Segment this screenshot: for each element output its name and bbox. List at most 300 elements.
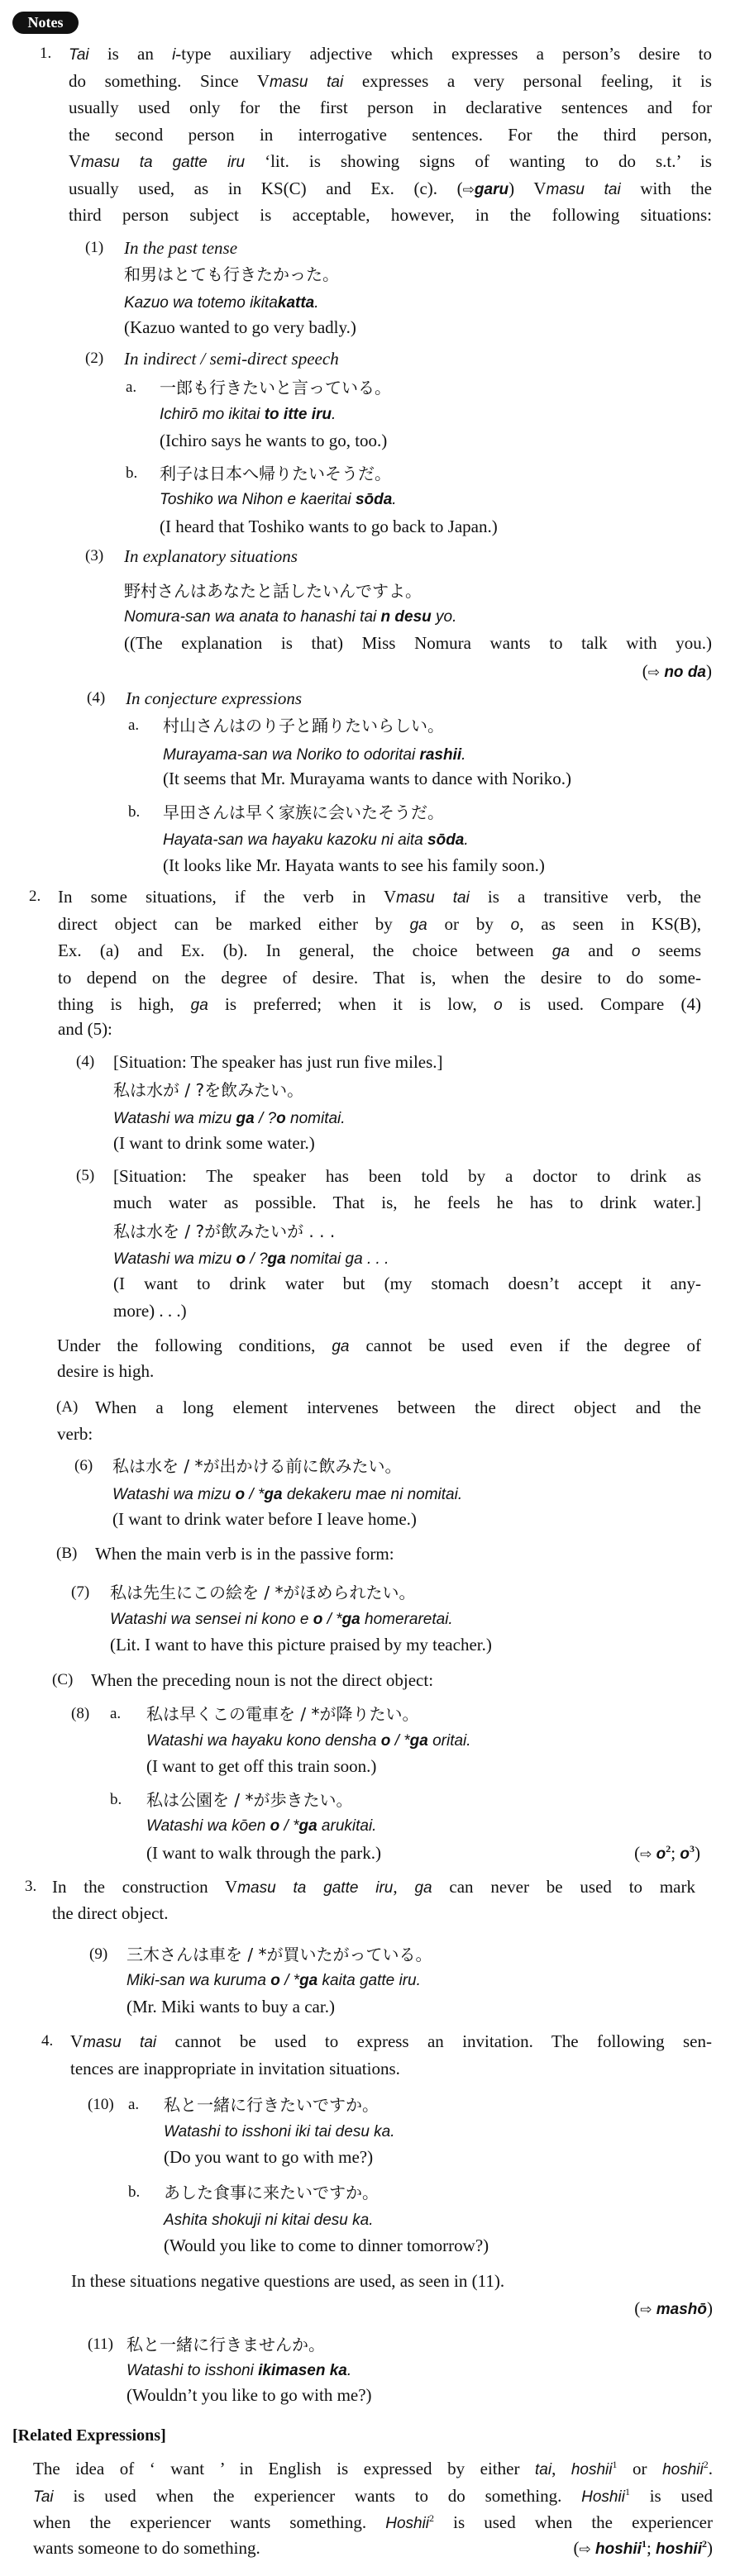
text-segment: ga — [414, 1879, 432, 1897]
text-segment: Under the following conditions, — [57, 1336, 332, 1355]
example-romaji — [124, 288, 319, 315]
text-segment: 早田さんは早く家族に会いたそうだ。 — [163, 802, 444, 822]
example-japanese — [124, 578, 422, 604]
example-japanese — [163, 712, 444, 739]
text-segment: more) . . .) — [113, 1301, 187, 1321]
text-segment: 2 — [702, 2538, 707, 2550]
text-segment: hoshii — [656, 2540, 702, 2558]
text-segment: tai — [534, 2461, 552, 2478]
example-romaji — [124, 602, 456, 629]
text-segment: ( — [642, 661, 648, 681]
text-segment: . — [331, 406, 337, 423]
text-segment: ((The explanation is that) Miss Nomura wants to talk with you.) — [124, 633, 712, 653]
example-japanese — [110, 1579, 415, 1606]
example-japanese — [112, 1453, 401, 1479]
text-segment: Nomura-san wa anata to hanashi tai — [124, 608, 381, 626]
example-english — [164, 2144, 373, 2170]
text-segment: 利子は日本へ帰りたいそうだ。 — [160, 464, 391, 483]
text-segment: cannot be used to express an invitation. The following sen- — [156, 2031, 712, 2051]
paragraph-line — [58, 937, 701, 964]
text-segment: / * — [279, 1972, 300, 1989]
example-english — [146, 1753, 376, 1779]
text-segment: Toshiko wa Nihon e kaeritai — [160, 491, 356, 508]
text-segment: Watashi wa kōen — [146, 1817, 270, 1835]
note-number: 3. — [25, 1878, 37, 1895]
example-number: (7) — [71, 1583, 90, 1601]
text-segment: nomitai. — [285, 1110, 346, 1127]
example-number: (5) — [76, 1167, 95, 1184]
text-segment: In these situations negative questions are used, as seen in (11). — [71, 2271, 505, 2291]
text-segment: In the past tense — [124, 238, 238, 258]
example-romaji — [112, 1480, 462, 1507]
text-segment: Ex. (a) and Ex. (b). In general, the choice between — [58, 940, 552, 960]
note-number: 1. — [40, 45, 52, 62]
text-segment: / ? — [254, 1110, 277, 1127]
example-english — [163, 852, 545, 879]
text-segment: is used. Compare (4) — [502, 994, 701, 1014]
text-segment: (Mr. Miki wants to buy a car.) — [127, 1997, 335, 2017]
example-number: (8) — [71, 1705, 90, 1722]
related-expressions-heading: [Related Expressions] — [12, 2426, 166, 2445]
text-segment: (It looks like Mr. Hayata wants to see his family soon.) — [163, 855, 545, 875]
text-segment: usually used, as in KS(C) and Ex. (c). ( — [69, 179, 463, 198]
text-segment: Watashi wa hayaku kono densha — [146, 1732, 381, 1750]
text-segment: (Do you want to go with me?) — [164, 2147, 374, 2167]
paragraph-line — [58, 883, 701, 910]
paragraph-line — [52, 1900, 169, 1926]
text-segment: . — [708, 2459, 713, 2478]
text-segment: Watashi wa mizu — [112, 1486, 236, 1503]
example-japanese — [163, 799, 444, 826]
text-segment: (Lit. I want to have this picture praised by my teacher.) — [110, 1635, 492, 1655]
paragraph-line — [52, 1874, 695, 1900]
text-segment: In conjecture expressions — [126, 688, 303, 708]
text-segment: hoshii — [571, 2461, 613, 2478]
arrow-right-icon: ⇨ — [579, 2541, 591, 2558]
text-segment: , as seen in KS(B), — [519, 914, 701, 934]
example-english — [160, 427, 387, 454]
text-segment: In the construction V — [52, 1877, 238, 1897]
example-romaji — [160, 485, 397, 512]
text-segment: garu — [474, 181, 509, 198]
example-japanese — [113, 1077, 303, 1103]
paragraph-line — [58, 991, 701, 1017]
text-segment: Watashi wa sensei ni kono e — [110, 1611, 313, 1628]
example-number: (6) — [74, 1457, 93, 1474]
example-japanese — [124, 261, 339, 288]
subheading — [124, 235, 237, 261]
text-segment: 私と一緒に行きたいですか。 — [164, 2095, 379, 2115]
example-romaji — [164, 2206, 373, 2232]
sub-letter: b. — [128, 803, 141, 821]
example-number: (9) — [89, 1945, 108, 1963]
text-segment: masu ta gatte iru — [237, 1879, 394, 1897]
text-segment: much water as possible. That is, he feels he has to drink water.] — [113, 1193, 701, 1212]
text-segment: 私と一緒に行きませんか。 — [127, 2335, 325, 2355]
text-segment: is used when the experiencer — [434, 2512, 713, 2532]
text-segment: Tai — [33, 2488, 54, 2506]
text-segment: verb: — [57, 1424, 93, 1444]
text-segment: direct object can be marked either by — [58, 914, 410, 934]
text-segment: kaita gatte iru. — [317, 1972, 421, 1989]
text-segment: hoshii — [590, 2540, 642, 2558]
example-japanese — [127, 2331, 325, 2358]
text-segment: (I want to get off this train soon.) — [146, 1756, 377, 1776]
text-segment: ga — [298, 1817, 317, 1835]
text-segment: ikimasen ka — [258, 2362, 347, 2379]
text-segment: Kazuo wa totemo ikita — [124, 294, 278, 312]
text-segment: (Would you like to come to dinner tomorrow?) — [164, 2236, 489, 2255]
text-segment: / * — [245, 1486, 265, 1503]
text-segment: yo. — [431, 608, 457, 626]
text-segment: homeraretai. — [360, 1611, 453, 1628]
text-segment: Watashi wa mizu — [113, 1250, 236, 1268]
example-number: (11) — [88, 2336, 113, 2353]
cross-reference[interactable] — [529, 2295, 713, 2321]
text-segment: When the main verb is in the passive form: — [95, 1544, 394, 1564]
arrow-right-icon: ⇨ — [640, 2302, 652, 2318]
cross-reference[interactable] — [496, 2535, 713, 2561]
example-number: (4) — [76, 1053, 95, 1070]
text-segment: o — [652, 1845, 666, 1863]
text-segment: nomitai ga . . . — [285, 1250, 389, 1268]
text-segment: can never be used to mark — [432, 1877, 695, 1897]
example-english — [113, 1270, 701, 1297]
example-english — [146, 1840, 381, 1866]
text-segment: 私は水が / ?を飲みたい。 — [113, 1080, 304, 1100]
text-segment: Watashi to isshoni — [127, 2362, 259, 2379]
example-japanese — [164, 2092, 379, 2118]
sub-letter: a. — [110, 1705, 122, 1722]
example-number: (2) — [85, 350, 104, 367]
text-segment: [Situation: The speaker has just run five miles.] — [113, 1052, 443, 1072]
text-segment: ga — [409, 1732, 428, 1750]
text-segment: o — [270, 1972, 280, 1989]
text-segment: 私は水を / *が出かける前に飲みたい。 — [112, 1456, 402, 1476]
text-segment: 3 — [690, 1843, 695, 1855]
text-segment: Miki-san wa kuruma — [127, 1972, 271, 1989]
note-number: 2. — [29, 888, 41, 905]
text-segment: masu tai — [270, 74, 344, 91]
example-number: (3) — [85, 547, 104, 564]
text-segment: and (5): — [58, 1019, 112, 1039]
text-segment: ‘lit. is showing signs of wanting to do s.t.’ is — [245, 151, 712, 171]
paragraph-line — [57, 1421, 93, 1447]
example-english — [163, 765, 571, 792]
text-segment: / * — [322, 1611, 342, 1628]
text-segment: In indirect / semi-direct speech — [124, 349, 339, 369]
text-segment: (I want to drink water before I leave home.) — [112, 1509, 417, 1529]
example-romaji — [127, 2356, 351, 2383]
text-segment: ) V — [508, 179, 547, 198]
text-segment: masu tai — [83, 2034, 157, 2051]
sub-letter: b. — [128, 2183, 141, 2201]
cross-reference[interactable] — [496, 658, 712, 684]
text-segment: 私は公園を / *が歩きたい。 — [146, 1790, 353, 1810]
paragraph-line — [58, 911, 701, 937]
text-segment: (I want to drink some water.) — [113, 1133, 315, 1153]
text-segment: wants someone to do something. — [33, 2538, 260, 2558]
text-segment: ) — [707, 2538, 713, 2558]
text-segment: ) — [695, 1843, 700, 1863]
sub-letter: a. — [128, 2096, 140, 2113]
text-segment: is used — [629, 2486, 713, 2506]
text-segment: i — [172, 46, 176, 64]
paragraph-line — [95, 1540, 394, 1567]
text-segment: is preferred; when it is low, — [208, 994, 494, 1014]
text-segment: (Wouldn’t you like to go with me?) — [127, 2385, 372, 2405]
example-romaji — [163, 740, 465, 767]
text-segment: Hoshii — [385, 2515, 430, 2532]
text-segment: ga — [267, 1250, 286, 1268]
text-segment: ( — [573, 2538, 580, 2558]
arrow-right-icon: ⇨ — [647, 664, 661, 681]
paragraph-line — [33, 2483, 713, 2509]
text-segment: ga — [409, 917, 427, 934]
text-segment: is a transitive verb, the — [469, 887, 701, 907]
text-segment: Ichirō mo ikitai — [160, 406, 265, 423]
text-segment: o — [276, 1110, 286, 1127]
text-segment: 私は先生にこの絵を / *がほめられたい。 — [110, 1583, 416, 1602]
example-english — [164, 2232, 489, 2259]
paragraph-line — [69, 121, 712, 148]
situation-line — [113, 1163, 701, 1189]
text-segment: あした食事に来たいですか。 — [164, 2183, 379, 2202]
text-segment: to depend on the degree of desire. That is, when the desire to do some- — [58, 968, 701, 988]
cross-reference[interactable] — [529, 1840, 700, 1866]
text-segment: When a long element intervenes between the direct object and the — [95, 1398, 701, 1417]
example-english — [112, 1506, 417, 1532]
text-segment: desire is high. — [57, 1361, 155, 1381]
example-number: (1) — [85, 239, 104, 256]
example-japanese — [160, 374, 391, 401]
text-segment: (I want to drink water but (my stomach doesn’t accept it any- — [113, 1274, 701, 1293]
paragraph-line — [69, 40, 712, 67]
text-segment: o — [235, 1486, 246, 1503]
paragraph-line — [33, 2455, 713, 2482]
text-segment: Tai — [69, 46, 89, 64]
text-segment: 2 — [703, 2459, 709, 2470]
text-segment: V — [69, 151, 82, 171]
text-segment: . — [346, 2362, 352, 2379]
text-segment: expresses a very personal feeling, it is — [343, 71, 712, 91]
text-segment: arukitai. — [317, 1817, 377, 1835]
example-romaji — [113, 1245, 389, 1271]
subheading — [126, 685, 302, 712]
text-segment: The idea of ‘ want ’ in English is expressed by either — [33, 2459, 535, 2478]
paragraph-line — [57, 1358, 154, 1384]
text-segment: Hoshii — [581, 2488, 625, 2506]
text-segment: o — [631, 943, 641, 960]
text-segment: ga — [551, 943, 571, 960]
example-english — [127, 1993, 335, 2020]
text-segment: ga — [341, 1611, 360, 1628]
text-segment: usually used only for the first person in declarative sentences and for — [69, 98, 712, 117]
text-segment: ( — [634, 2298, 641, 2318]
text-segment: n desu — [380, 608, 432, 626]
paragraph-line — [70, 2028, 712, 2055]
example-japanese — [146, 1701, 418, 1727]
text-segment: masu tai — [546, 181, 621, 198]
text-segment: ; — [671, 1843, 680, 1863]
subheading — [124, 345, 339, 372]
text-segment: o — [313, 1611, 323, 1628]
text-segment: 2 — [429, 2512, 435, 2524]
sub-letter: a. — [128, 717, 140, 734]
text-segment: (I want to walk through the park.) — [146, 1843, 382, 1863]
text-segment: In some situations, if the verb in V — [58, 887, 397, 907]
text-segment: or by — [427, 914, 511, 934]
example-romaji — [163, 826, 469, 852]
text-segment: (Ichiro says he wants to go, too.) — [160, 431, 388, 450]
text-segment: When the preceding noun is not the direct object: — [91, 1670, 434, 1690]
text-segment: cannot be used even if the degree of — [349, 1336, 701, 1355]
text-segment: the direct object. — [52, 1903, 169, 1923]
text-segment: -type auxiliary adjective which expresses a person’s desire to — [175, 44, 712, 64]
arrow-right-icon: ⇨ — [640, 1846, 652, 1863]
text-segment: ga — [236, 1110, 255, 1127]
text-segment: seems — [640, 940, 701, 960]
example-english — [110, 1631, 492, 1658]
text-segment: oritai. — [427, 1732, 471, 1750]
example-japanese — [146, 1787, 352, 1813]
text-segment: 三木さんは車を / *が買いたがっている。 — [127, 1945, 432, 1964]
condition-label: (B) — [56, 1545, 78, 1562]
subheading — [124, 543, 298, 569]
example-number: (10) — [88, 2096, 114, 2113]
paragraph-line — [70, 2055, 400, 2082]
text-segment: ) — [707, 2298, 713, 2318]
paragraph-line — [58, 1016, 112, 1042]
text-segment: with the — [620, 179, 712, 198]
text-segment: sōda — [355, 491, 393, 508]
text-segment: Ashita shokuji ni kitai desu ka. — [164, 2212, 374, 2229]
text-segment: . — [464, 831, 469, 849]
sub-letter: a. — [126, 379, 137, 396]
condition-label: (C) — [52, 1671, 74, 1688]
example-romaji — [160, 400, 336, 426]
text-segment: o — [380, 1732, 391, 1750]
example-japanese — [160, 460, 391, 487]
text-segment: 野村さんはあなたと話したいんですよ。 — [124, 581, 422, 601]
text-segment: (It seems that Mr. Murayama wants to dance with Noriko.) — [163, 769, 571, 788]
example-english — [113, 1130, 315, 1156]
example-romaji — [146, 1812, 376, 1838]
text-segment: 1 — [641, 2538, 647, 2550]
example-romaji — [113, 1104, 346, 1131]
paragraph-line — [58, 964, 701, 991]
text-segment: [Situation: The speaker has been told by a doctor to drink as — [113, 1166, 701, 1186]
text-segment: thing is high, — [58, 994, 191, 1014]
text-segment: Watashi to isshoni iki tai desu ka. — [164, 2123, 395, 2140]
text-segment: dekakeru mae ni nomitai. — [282, 1486, 463, 1503]
text-segment: and — [570, 940, 632, 960]
text-segment: masu tai — [396, 889, 470, 907]
text-segment: 一郎も行きたいと言っている。 — [160, 378, 391, 398]
sub-letter: b. — [110, 1791, 122, 1808]
example-english — [127, 2382, 372, 2408]
text-segment: Hayata-san wa hayaku kazoku ni aita — [163, 831, 428, 849]
text-segment: (I heard that Toshiko wants to go back to Japan.) — [160, 517, 498, 536]
example-english — [124, 630, 712, 656]
text-segment: when the experiencer wants something. — [33, 2512, 386, 2532]
text-segment: o — [510, 917, 520, 934]
text-segment: rashii — [419, 746, 462, 764]
text-segment: third person subject is acceptable, however, in the following situations: — [69, 205, 712, 225]
example-romaji — [127, 1966, 421, 1993]
text-segment: ga — [190, 997, 208, 1014]
text-segment: ga — [332, 1338, 350, 1355]
text-segment: is used when the experiencer wants to do something. — [53, 2486, 582, 2506]
text-segment: . — [314, 294, 319, 312]
situation-line — [113, 1189, 701, 1216]
paragraph-line — [69, 68, 712, 94]
text-segment: 私は水を / ?が飲みたいが . . . — [113, 1221, 336, 1241]
text-segment: 和男はとても行きたかった。 — [124, 264, 339, 284]
arrow-right-icon: ⇨ — [462, 182, 475, 198]
text-segment: masu ta gatte iru — [81, 154, 246, 171]
text-segment: In explanatory situations — [124, 546, 298, 566]
condition-label: (A) — [56, 1398, 79, 1416]
paragraph-line — [33, 2509, 713, 2536]
text-segment: do something. Since V — [69, 71, 270, 91]
text-segment: . — [461, 746, 466, 764]
text-segment: o — [236, 1250, 246, 1268]
example-english — [113, 1298, 187, 1324]
paragraph-line — [57, 1332, 701, 1359]
paragraph-line — [91, 1667, 433, 1693]
text-segment: V — [70, 2031, 84, 2051]
text-segment: or — [617, 2459, 663, 2478]
text-segment: mashō — [652, 2301, 707, 2318]
text-segment: / ? — [246, 1250, 268, 1268]
paragraph-line — [33, 2535, 260, 2561]
text-segment: / * — [390, 1732, 410, 1750]
paragraph-line — [69, 175, 712, 202]
text-segment: Murayama-san wa Noriko to odoritai — [163, 746, 420, 764]
text-segment: ; — [646, 2538, 656, 2558]
text-segment: is an — [88, 44, 173, 64]
example-english — [160, 513, 498, 540]
text-segment: no da — [660, 664, 706, 681]
example-romaji — [110, 1605, 453, 1631]
text-segment: ) — [706, 661, 712, 681]
sub-letter: b. — [126, 464, 138, 482]
text-segment: 2 — [666, 1843, 671, 1855]
text-segment: o — [494, 997, 503, 1014]
text-segment: ( — [634, 1843, 641, 1863]
text-segment: o — [680, 1845, 690, 1863]
paragraph-line — [69, 94, 712, 121]
text-segment: the second person in interrogative sentences. For the third person, — [69, 125, 712, 145]
text-segment: (Kazuo wanted to go very badly.) — [124, 317, 356, 337]
text-segment: , — [551, 2459, 571, 2478]
text-segment: sōda — [427, 831, 465, 849]
example-romaji — [164, 2117, 395, 2144]
notes-badge: Notes — [12, 12, 79, 34]
text-segment: 村山さんはのり子と踊りたいらしい。 — [163, 716, 444, 736]
text-segment: o — [270, 1817, 280, 1835]
example-japanese — [164, 2179, 379, 2206]
text-segment: 私は早くこの電車を / *が降りたい。 — [146, 1704, 419, 1724]
example-english — [124, 314, 356, 340]
example-number: (4) — [87, 689, 106, 707]
text-segment: to itte iru — [264, 406, 332, 423]
text-segment: / * — [279, 1817, 299, 1835]
situation-line — [113, 1049, 443, 1075]
example-romaji — [146, 1726, 471, 1753]
paragraph-line — [95, 1394, 701, 1421]
